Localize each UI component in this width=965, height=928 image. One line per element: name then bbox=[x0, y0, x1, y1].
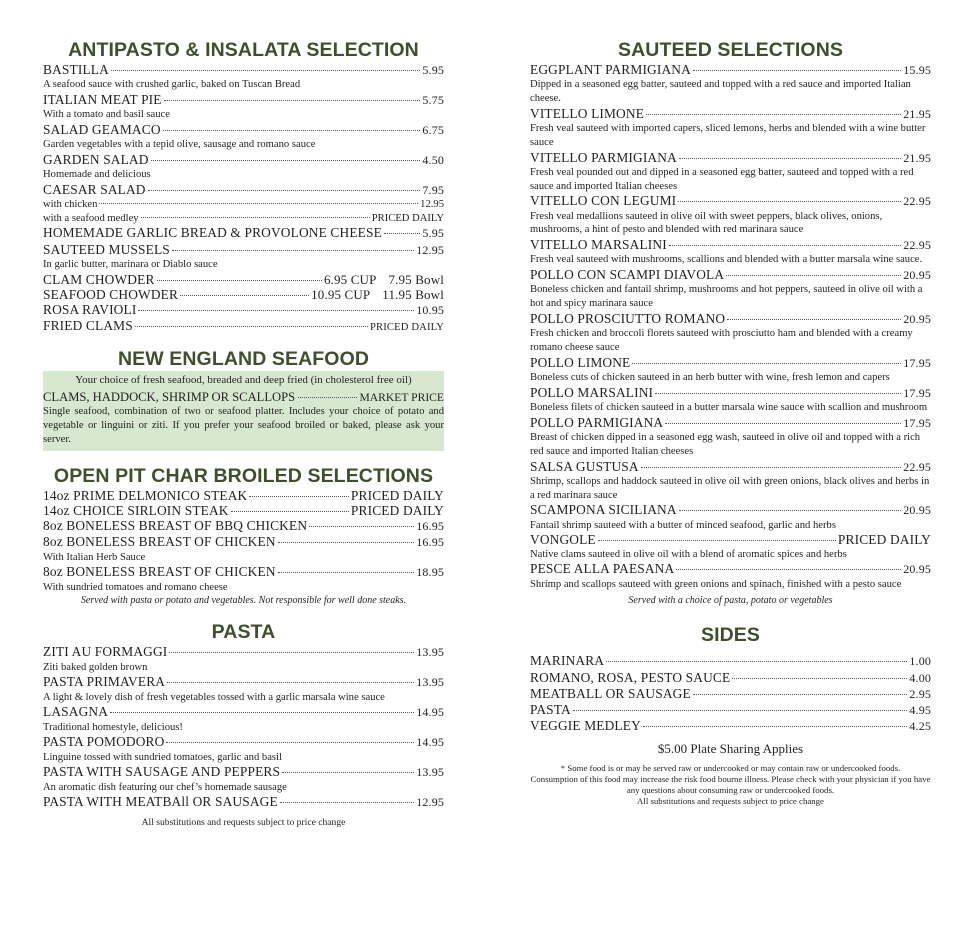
item-price: 15.95 bbox=[903, 63, 931, 77]
leader-dots bbox=[727, 319, 901, 320]
item-description: Breast of chicken dipped in a seasoned egg wash, sauteed in olive oil and topped with a rich red sauce and imported Italian cheeses bbox=[530, 431, 921, 457]
pasta-note: All substitutions and requests subject to price change bbox=[141, 816, 346, 828]
item-description: In garlic butter, marinara or Diablo sauce bbox=[43, 258, 218, 270]
item-name: PASTA WITH MEATBAll OR SAUSAGE bbox=[43, 794, 278, 810]
item-price: 20.95 bbox=[903, 562, 931, 577]
leader-dots bbox=[693, 694, 908, 695]
item-name: HOMEMADE GARLIC BREAD & PROVOLONE CHEESE bbox=[43, 225, 382, 241]
item-price: PRICED DAILY bbox=[350, 503, 444, 518]
item-price: 22.95 bbox=[903, 459, 931, 474]
item-name: VITELLO CON LEGUMI bbox=[530, 193, 677, 209]
leader-dots bbox=[606, 661, 907, 662]
item-name: PASTA PRIMAVERA bbox=[43, 674, 166, 690]
item-name: SEAFOOD CHOWDER bbox=[43, 286, 179, 302]
item-name: VONGOLE bbox=[530, 532, 596, 548]
item-name: CLAM CHOWDER bbox=[43, 271, 155, 287]
item-price: 7.95 bbox=[422, 183, 444, 197]
item-name: PASTA bbox=[530, 701, 571, 717]
item-name: 14oz CHOICE SIRLOIN STEAK bbox=[43, 503, 229, 518]
leader-dots bbox=[231, 511, 349, 512]
item-price: 20.95 bbox=[903, 503, 931, 518]
leader-dots bbox=[166, 742, 414, 743]
item-description: Native clams sauteed in olive oil with a blend of aromatic spices and herbs bbox=[530, 548, 847, 560]
leader-dots bbox=[249, 496, 349, 497]
menu-item bbox=[530, 415, 931, 459]
item-description: Boneless chicken and fantail shrimp, mushrooms and hot peppers, sauteed in olive oil with a hot and spicy marinara sauce bbox=[530, 284, 923, 310]
item-name: FRIED CLAMS bbox=[43, 318, 133, 334]
menu-item bbox=[530, 106, 931, 150]
item-price: 5.95 bbox=[422, 226, 444, 241]
item-description: With a tomato and basil sauce bbox=[43, 109, 170, 121]
menu-item bbox=[43, 564, 444, 594]
item-description: Single seafood, combination of two or seafood platter. Includes your choice of potato and vegetable or linguini or ziti. If you prefer your seafood broiled or baked, please ask your server. bbox=[43, 406, 444, 445]
menu-item bbox=[43, 152, 444, 182]
menu-item bbox=[43, 644, 444, 674]
seafood-intro: Your choice of fresh seafood, breaded and deep fried (in cholesterol free oil) bbox=[75, 374, 412, 387]
leader-dots bbox=[641, 467, 902, 468]
item-name: ROSA RAVIOLI bbox=[43, 302, 137, 317]
menu-item bbox=[43, 674, 444, 704]
item-price: 12.95 bbox=[416, 795, 444, 810]
leader-dots bbox=[678, 201, 901, 202]
item-description: Garden vegetables with a tepid olive, sausage and romano sauce bbox=[43, 139, 316, 151]
item-name: GARDEN SALAD bbox=[43, 152, 149, 167]
leader-dots bbox=[679, 158, 901, 159]
item-name: EGGPLANT PARMIGIANA bbox=[530, 62, 691, 77]
item-price: 22.95 bbox=[903, 238, 931, 253]
item-description: Traditional homestyle, delicious! bbox=[43, 721, 183, 733]
item-price: 2.95 bbox=[909, 686, 931, 701]
menu-item bbox=[43, 272, 444, 287]
menu-item bbox=[530, 150, 931, 194]
menu-item bbox=[43, 704, 444, 734]
item-name: SALSA GUSTUSA bbox=[530, 458, 639, 474]
item-description: An aromatic dish featuring our chef’s homemade sausage bbox=[43, 781, 287, 793]
leader-dots bbox=[172, 250, 414, 251]
leader-dots bbox=[282, 772, 414, 773]
sub-option-name: with a seafood medley bbox=[43, 212, 139, 224]
item-name: MEATBALL OR SAUSAGE bbox=[530, 685, 691, 701]
item-description: Linguine tossed with sundried tomatoes, garlic and basil bbox=[43, 751, 282, 763]
menu-item bbox=[530, 267, 931, 311]
menu-item bbox=[530, 502, 931, 532]
item-name: BASTILLA bbox=[43, 62, 109, 77]
item-price: 18.95 bbox=[416, 565, 444, 580]
leader-dots bbox=[278, 542, 415, 543]
menu-item bbox=[530, 62, 931, 106]
menu-item bbox=[530, 355, 931, 385]
leader-dots bbox=[110, 712, 414, 713]
broiled-title: OPEN PIT CHAR BROILED SELECTIONS bbox=[53, 464, 434, 487]
item-price: 16.95 bbox=[416, 519, 444, 534]
item-price: 13.95 bbox=[416, 675, 444, 690]
item-name: SALAD GEAMACO bbox=[43, 122, 161, 137]
pasta-list bbox=[43, 644, 444, 828]
item-name: POLLO LIMONE bbox=[530, 354, 631, 370]
leader-dots bbox=[151, 160, 421, 161]
item-name: PASTA POMODORO bbox=[43, 734, 165, 750]
leader-dots bbox=[655, 393, 901, 394]
item-name: CLAMS, HADDOCK, SHRIMP OR SCALLOPS bbox=[43, 390, 296, 405]
pasta-title: PASTA bbox=[211, 621, 276, 644]
bowl-price: 7.95 Bowl bbox=[388, 271, 444, 287]
item-name: MARINARA bbox=[530, 653, 605, 669]
menu-item bbox=[530, 532, 931, 561]
leader-dots bbox=[111, 70, 420, 71]
menu-item bbox=[530, 670, 931, 686]
item-name: ZITI AU FORMAGGI bbox=[43, 644, 168, 660]
sides-title: SIDES bbox=[700, 624, 761, 647]
menu-item bbox=[43, 182, 444, 225]
item-description: Fantail shrimp sauteed with a butter of minced seafood, garlic and herbs bbox=[530, 519, 836, 531]
leader-dots bbox=[148, 190, 421, 191]
item-description: Dipped in a seasoned egg batter, sauteed and topped with a red sauce and imported Italian cheese. bbox=[530, 79, 911, 104]
cup-price: 10.95 CUP bbox=[311, 286, 371, 302]
item-name: VITELLO MARSALINI bbox=[530, 237, 667, 253]
item-price: 4.25 bbox=[909, 719, 931, 734]
disclaimer-line: All substitutions and requests subject to price change bbox=[637, 796, 824, 807]
sub-option-name: with chicken bbox=[43, 199, 98, 211]
item-description: Fresh veal sauteed with imported capers, sliced lemons, herbs and blended with a wine butter sauce bbox=[530, 123, 926, 148]
item-name: POLLO PARMIGIANA bbox=[530, 414, 664, 430]
leader-dots bbox=[135, 326, 368, 327]
plate-sharing-notice: $5.00 Plate Sharing Applies bbox=[657, 741, 804, 757]
item-description: A seafood sauce with crushed garlic, baked on Tuscan Bread bbox=[43, 79, 301, 91]
leader-dots bbox=[573, 710, 908, 711]
item-price: 4.95 bbox=[909, 702, 931, 717]
item-name: POLLO CON SCAMPI DIAVOLA bbox=[530, 267, 725, 283]
item-description: Homemade and delicious bbox=[43, 169, 151, 181]
item-price: 22.95 bbox=[903, 194, 931, 209]
right-column bbox=[530, 38, 931, 807]
item-price: 17.95 bbox=[903, 385, 931, 400]
item-description: Boneless filets of chicken sauteed in a butter marsala wine sauce with scallion and mushroom bbox=[530, 401, 928, 413]
menu-item bbox=[43, 764, 444, 794]
item-description: Fresh veal medallions sauteed in olive oil with sweet peppers, black olives, onions, mushrooms, a hint of pesto and blended with red marinara sauce bbox=[530, 210, 883, 236]
leader-dots bbox=[180, 295, 309, 296]
menu-item bbox=[43, 242, 444, 272]
item-name: 8oz BONELESS BREAST OF BBQ CHICKEN bbox=[43, 518, 308, 534]
item-price: 14.95 bbox=[416, 705, 444, 720]
menu-item bbox=[530, 718, 931, 734]
item-price: 4.00 bbox=[909, 670, 931, 685]
leader-dots bbox=[138, 310, 414, 311]
leader-dots bbox=[665, 423, 901, 424]
item-price: 13.95 bbox=[416, 645, 444, 660]
leader-dots bbox=[669, 245, 901, 246]
sides-list bbox=[530, 653, 931, 734]
sauteed-title: SAUTEED SELECTIONS bbox=[618, 39, 843, 61]
leader-dots bbox=[164, 100, 421, 101]
item-price: PRICED DAILY bbox=[837, 532, 931, 548]
leader-dots bbox=[384, 233, 420, 234]
item-name: POLLO PROSCIUTTO ROMANO bbox=[530, 310, 726, 326]
item-name: POLLO MARSALINI bbox=[530, 384, 654, 400]
leader-dots bbox=[598, 540, 836, 541]
leader-dots bbox=[163, 130, 421, 131]
menu-item bbox=[43, 794, 444, 810]
menu-item bbox=[530, 311, 931, 355]
disclaimer-line: Consumption of this food may increase the risk food bourne illness. Please check with your physician if you have any questions about consuming raw or undercooked foods. bbox=[530, 774, 931, 796]
item-description: Fresh veal sauteed with mushrooms, scallions and blended with a butter marsala wine sauce. bbox=[530, 254, 923, 266]
item-description: With Italian Herb Sauce bbox=[43, 551, 146, 563]
leader-dots bbox=[278, 572, 415, 573]
item-price: PRICED DAILY bbox=[350, 487, 444, 503]
leader-dots bbox=[309, 526, 414, 527]
item-description: Fresh veal pounded out and dipped in a seasoned egg batter, sauteed and topped with a red sauce and imported Italian cheeses bbox=[530, 166, 914, 192]
menu-item bbox=[530, 653, 931, 669]
broiled-list bbox=[43, 488, 444, 608]
menu-item bbox=[530, 237, 931, 267]
item-price: 14.95 bbox=[416, 735, 444, 750]
item-name: VITELLO PARMIGIANA bbox=[530, 149, 677, 165]
menu-item bbox=[43, 302, 444, 318]
item-price: 20.95 bbox=[903, 311, 931, 326]
leader-dots bbox=[169, 652, 414, 653]
menu-item bbox=[530, 385, 931, 415]
item-description: Shrimp, scallops and haddock sauteed in olive oil with green onions, black olives and herbs in a red marinara sauce bbox=[530, 475, 930, 501]
menu-item bbox=[43, 318, 444, 335]
item-name: VITELLO LIMONE bbox=[530, 105, 645, 121]
item-price: 5.75 bbox=[422, 93, 444, 107]
leader-dots bbox=[99, 203, 418, 204]
item-description: With sundried tomatoes and romano cheese bbox=[43, 581, 228, 593]
menu-item bbox=[530, 702, 931, 718]
item-description: Fresh chicken and broccoli florets sauteed with prosciutto ham and blended with a creamy romano cheese sauce bbox=[530, 328, 913, 353]
item-description: Ziti baked golden brown bbox=[43, 661, 148, 673]
item-description: Boneless cuts of chicken sauteed in an herb butter with wine, fresh lemon and capers bbox=[530, 371, 890, 383]
leader-dots bbox=[298, 397, 356, 398]
item-price: 20.95 bbox=[903, 268, 931, 283]
menu-item bbox=[530, 193, 931, 237]
item-price: MARKET PRICE bbox=[359, 391, 444, 405]
cup-price: 6.95 CUP bbox=[323, 271, 377, 287]
menu-item bbox=[530, 686, 931, 702]
leader-dots bbox=[679, 510, 902, 511]
menu-item bbox=[43, 92, 444, 122]
item-price: 21.95 bbox=[903, 150, 931, 165]
menu-item bbox=[530, 459, 931, 503]
menu-item bbox=[43, 287, 444, 302]
item-price: 4.50 bbox=[422, 153, 444, 167]
leader-dots bbox=[167, 682, 414, 683]
broiled-note: Served with pasta or potato and vegetables. Not responsible for well done steaks. bbox=[80, 595, 407, 607]
menu-item bbox=[43, 62, 444, 92]
leader-dots bbox=[632, 363, 901, 364]
item-description: A light & lovely dish of fresh vegetables tossed with a garlic marsala wine sauce bbox=[43, 691, 385, 703]
item-name: ITALIAN MEAT PIE bbox=[43, 92, 162, 107]
item-price: 16.95 bbox=[416, 535, 444, 550]
item-price: 12.95 bbox=[416, 242, 444, 257]
item-name: 8oz BONELESS BREAST OF CHICKEN bbox=[43, 534, 276, 550]
seafood-title: NEW ENGLAND SEAFOOD bbox=[117, 348, 370, 371]
menu-item bbox=[530, 561, 931, 591]
item-price: 21.95 bbox=[903, 106, 931, 121]
item-name: SCAMPONA SICILIANA bbox=[530, 502, 677, 518]
item-price: 5.95 bbox=[422, 63, 444, 77]
leader-dots bbox=[726, 275, 901, 276]
leader-dots bbox=[732, 678, 907, 679]
leader-dots bbox=[676, 569, 901, 570]
leader-dots bbox=[157, 280, 322, 281]
leader-dots bbox=[693, 70, 901, 71]
leader-dots bbox=[141, 217, 370, 218]
leader-dots bbox=[280, 802, 414, 803]
menu-item bbox=[43, 734, 444, 764]
item-price: 1.00 bbox=[909, 654, 931, 669]
leader-dots bbox=[643, 726, 907, 727]
leader-dots bbox=[646, 114, 901, 115]
sauteed-note: Served with a choice of pasta, potato or vegetables bbox=[628, 595, 833, 607]
sub-option-price: PRICED DAILY bbox=[371, 212, 444, 224]
item-price: 13.95 bbox=[416, 765, 444, 780]
sauteed-list bbox=[530, 62, 931, 591]
item-description: Shrimp and scallops sauteed with green onions and spinach, finished with a pesto sauce bbox=[530, 578, 902, 590]
left-column bbox=[43, 38, 444, 829]
antipasto-title: ANTIPASTO & INSALATA SELECTION bbox=[68, 39, 419, 61]
menu-item bbox=[43, 503, 444, 518]
item-price: 6.75 bbox=[422, 123, 444, 137]
menu-item bbox=[43, 534, 444, 564]
item-price: 10.95 bbox=[416, 303, 444, 317]
antipasto-list bbox=[43, 62, 444, 335]
item-price: 17.95 bbox=[903, 355, 931, 370]
item-name: PESCE ALLA PAESANA bbox=[530, 561, 675, 577]
item-name: CAESAR SALAD bbox=[43, 182, 146, 197]
item-name: LASAGNA bbox=[43, 704, 109, 720]
item-price: PRICED DAILY bbox=[369, 322, 444, 334]
item-name: ROMANO, ROSA, PESTO SAUCE bbox=[530, 669, 731, 685]
disclaimer-line: * Some food is or may be served raw or undercooked or may contain raw or undercooked foods. bbox=[560, 763, 901, 774]
item-name: VEGGIE MEDLEY bbox=[530, 718, 641, 734]
item-name: SAUTEED MUSSELS bbox=[43, 241, 170, 257]
menu-item bbox=[43, 518, 444, 534]
item-price: 17.95 bbox=[903, 415, 931, 430]
seafood-box bbox=[43, 371, 444, 450]
menu-item bbox=[43, 122, 444, 152]
item-name: PASTA WITH SAUSAGE AND PEPPERS bbox=[43, 764, 281, 780]
item-name: 8oz BONELESS BREAST OF CHICKEN bbox=[43, 564, 276, 580]
item-name: 14oz PRIME DELMONICO STEAK bbox=[43, 487, 248, 503]
menu-item bbox=[43, 225, 444, 241]
sub-option-price: 12.95 bbox=[420, 199, 444, 211]
bowl-price: 11.95 Bowl bbox=[382, 286, 444, 302]
menu-item bbox=[43, 488, 444, 503]
